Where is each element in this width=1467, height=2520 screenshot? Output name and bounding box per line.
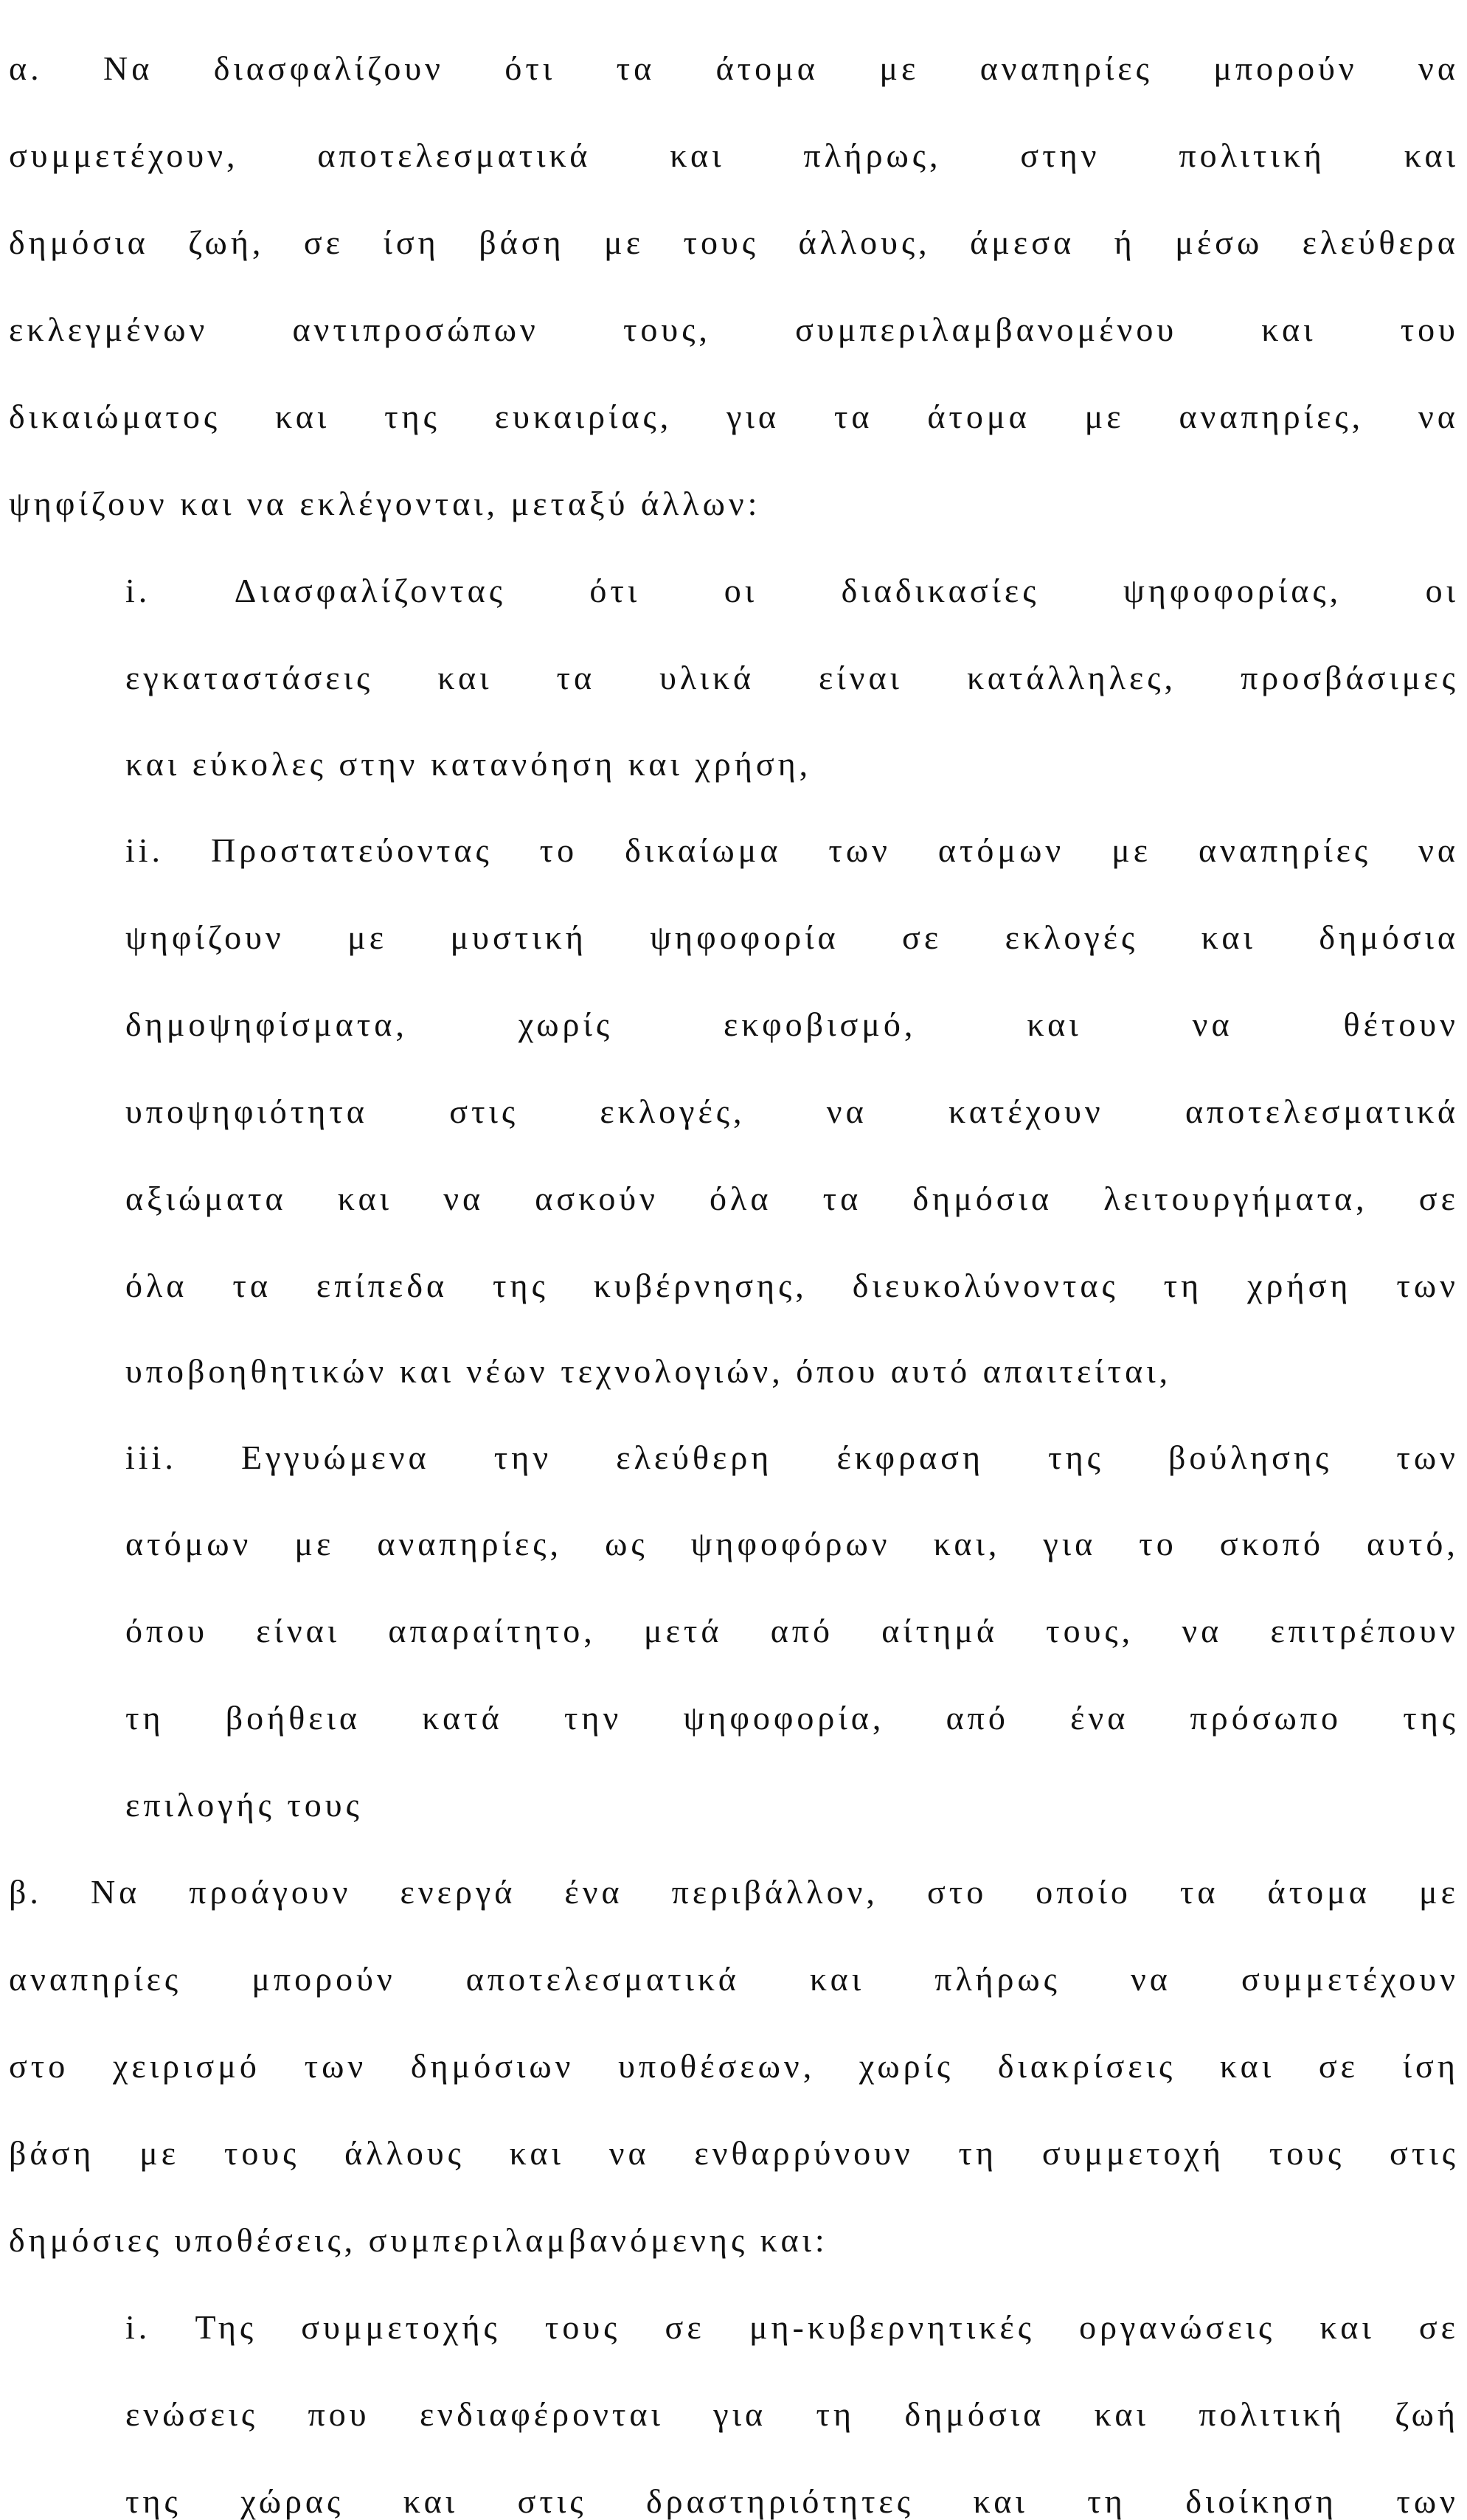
word: αξιώματα [125,1180,287,1217]
word: δημοψηφίσματα, [125,1005,408,1043]
word: τα [833,398,873,435]
word: τους [683,224,759,261]
word: ψηφοφόρων [690,1525,891,1562]
word: με [347,918,388,956]
word: εκλογές [1005,918,1139,956]
word: που [308,2395,370,2433]
word: δημόσια [912,1180,1053,1217]
word: πολιτική [1199,2395,1345,2433]
word: τα [556,659,596,696]
word: μέσω [1175,224,1263,261]
word: σκοπό [1219,1525,1324,1562]
word: ενεργά [400,1873,516,1911]
word: άτομα [715,49,819,87]
word: ίση [383,224,440,261]
word: σε [1418,2308,1459,2346]
word: ελεύθερα [1302,224,1459,261]
word: με [139,2134,180,2172]
text-line [125,1182,1459,1216]
word: ευκαιρίας, [494,398,673,435]
word: δημόσια [1319,918,1459,956]
word: όπου [125,1612,208,1650]
text-line [9,136,1459,174]
word: ζωή, [188,224,265,261]
word: μη-κυβερνητικές [749,2308,1035,2346]
word: τη [1087,2482,1126,2520]
word: ζωή [1395,2395,1459,2433]
text-line [125,1614,1459,1648]
word: και [437,659,493,696]
word: υλικά [659,659,755,696]
word: λειτουργήματα, [1103,1180,1368,1217]
text-line [125,2310,1459,2344]
word: τη [1163,1267,1203,1304]
word: αυτό, [1367,1525,1459,1562]
text-line [9,1962,1459,1996]
word: στο [926,1873,988,1911]
word: σε [1318,2047,1359,2085]
text-line [125,574,1459,608]
word: το [539,831,578,869]
word: με [1111,831,1152,869]
word: συμπεριλαμβανομένου [795,311,1178,348]
word: οργανώσεις [1079,2308,1276,2346]
word: βάση [479,224,565,261]
word: ίση [1402,2047,1459,2085]
word: ψηφοφορίας, [1123,572,1342,609]
word: των [828,831,891,869]
word: χωρίς [518,1005,614,1043]
word: προάγουν [189,1873,352,1911]
word: και [1261,311,1317,348]
text-line-last: υποβοηθητικών και νέων τεχνολογιών, όπου αυτό απαιτείται, [125,1352,1172,1390]
word: είναι [256,1612,341,1650]
word: τους [544,2308,621,2346]
word: περιβάλλον, [671,1873,878,1911]
word: και [403,2482,459,2520]
text-line [9,313,1459,347]
word: να [1418,398,1459,435]
word: iii. [125,1439,177,1476]
word: μπορούν [1213,49,1358,87]
word: χωρίς [859,2047,954,2085]
word: υποψηφιότητα [125,1093,368,1130]
word: αντιπροσώπων [292,311,539,348]
word: πλήρως, [803,136,942,174]
word: Εγγυώμενα [240,1439,430,1476]
text-line [125,918,1459,956]
word: να [1418,49,1459,87]
word: να [1182,1612,1223,1650]
word: συμμετέχουν [1241,1960,1459,1998]
word: ατόμων [125,1525,252,1562]
word: τους [1269,2134,1345,2172]
word: της [493,1267,549,1304]
text-line-last: ψηφίζουν και να εκλέγονται, μεταξύ άλλων: [9,485,761,522]
text-line [125,1527,1459,1561]
word: δημόσιων [410,2047,575,2085]
word: Να [90,1873,141,1911]
word: της [1403,1699,1459,1737]
word: τα [232,1267,271,1304]
word: ως [605,1525,648,1562]
word: οποίο [1036,1873,1131,1911]
word: για [713,2395,767,2433]
word: και [1319,2308,1375,2346]
word: επίπεδα [316,1267,448,1304]
text-line [125,1005,1459,1043]
word: i. [125,2308,151,2346]
word: και [973,2482,1028,2520]
word: άτομα [1267,1873,1370,1911]
word: ψηφοφορία [650,918,839,956]
word: των [1396,1267,1459,1304]
word: βάση [9,2134,95,2172]
word: συμμετέχουν, [9,136,239,174]
word: να [1418,831,1459,869]
word: στο [9,2047,69,2085]
text-line [125,1701,1459,1735]
word: άτομα [927,398,1030,435]
word: βοήθεια [225,1699,361,1737]
word: να [608,2134,650,2172]
text-line [9,1875,1459,1909]
word: σε [303,224,344,261]
word: προσβάσιμες [1241,659,1459,696]
word: άλλους [344,2134,465,2172]
word: ψηφίζουν [125,918,285,956]
word: πλήρως [934,1960,1061,1998]
word: ένα [564,1873,623,1911]
word: στην [1020,136,1100,174]
word: από [770,1612,834,1650]
word: Προστατεύοντας [210,831,493,869]
word: συμμετοχής [301,2308,501,2346]
word: Της [195,2308,257,2346]
word: χρήση [1247,1267,1352,1304]
text-line [9,400,1459,434]
word: κυβέρνησης, [593,1267,808,1304]
word: εκλεγμένων [9,311,209,348]
word: βούλησης [1168,1439,1333,1476]
word: τα [822,1180,862,1217]
word: δημόσια [904,2395,1045,2433]
text-line-last: δημόσιες υποθέσεις, συμπεριλαμβανόμενης και: [9,2221,828,2259]
word: της [125,2482,181,2520]
word: ή [1114,224,1136,261]
word: και [337,1180,393,1217]
word: διευκολύνοντας [852,1267,1119,1304]
word: από [946,1699,1009,1737]
word: και, [933,1525,1001,1562]
word: του [1400,311,1459,348]
word: τη [816,2395,856,2433]
word: και [1201,918,1256,956]
word: σε [665,2308,705,2346]
word: να [1192,1005,1233,1043]
word: τη [125,1699,164,1737]
word: αποτελεσματικά [317,136,592,174]
text-line [9,49,1459,87]
word: έκφραση [836,1439,985,1476]
word: μετά [643,1612,723,1650]
word: άλλους, [798,224,931,261]
word: με [1418,1873,1459,1911]
word: σε [902,918,943,956]
word: για [1043,1525,1097,1562]
word: αναπηρίες, [377,1525,563,1562]
word: τους [223,2134,300,2172]
word: διακρίσεις [997,2047,1176,2085]
word: με [294,1525,335,1562]
word: οι [724,572,758,609]
word: τους, [622,311,711,348]
word: την [563,1699,622,1737]
word: ατόμων [937,831,1065,869]
word: χειρισμό [112,2047,260,2085]
word: αναπηρίες [9,1960,182,1998]
word: τους, [1046,1612,1134,1650]
text-line [125,1095,1459,1129]
word: τα [616,49,656,87]
text-line [125,831,1459,869]
word: και [509,2134,564,2172]
word: δημόσια [9,224,149,261]
text-line [125,661,1459,695]
word: των [1396,2482,1459,2520]
word: με [1084,398,1125,435]
word: αναπηρίες, [1179,398,1364,435]
word: στις [1390,2134,1459,2172]
word: διοίκηση [1185,2482,1337,2520]
word: για [726,398,780,435]
word: β. [9,1873,42,1911]
word: αίτημά [881,1612,998,1650]
word: και [1094,2395,1149,2433]
word: Να [103,49,153,87]
word: δραστηριότητες [646,2482,914,2520]
word: ενδιαφέρονται [419,2395,664,2433]
word: ότι [504,49,556,87]
word: διαδικασίες [841,572,1040,609]
word: στις [517,2482,587,2520]
word: α. [9,49,43,87]
text-line [9,226,1459,260]
word: στις [449,1093,519,1130]
word: ένα [1070,1699,1129,1737]
word: υποθέσεων, [618,2047,816,2085]
text-line [9,2049,1459,2083]
word: και [670,136,725,174]
word: κατέχουν [948,1093,1104,1130]
word: να [826,1093,867,1130]
word: τα [1179,1873,1219,1911]
word: και [1404,136,1459,174]
word: Διασφαλίζοντας [234,572,506,609]
word: όλα [125,1267,188,1304]
word: i. [125,572,151,609]
word: ii. [125,831,164,869]
word: πολιτική [1179,136,1325,174]
word: πρόσωπο [1190,1699,1342,1737]
word: ελεύθερη [616,1439,773,1476]
word: κατά [422,1699,503,1737]
word: άμεσα [970,224,1075,261]
word: των [1396,1439,1459,1476]
word: και [274,398,330,435]
text-line [125,2395,1459,2433]
word: δικαίωμα [625,831,782,869]
word: ασκούν [535,1180,659,1217]
word: μυστική [450,918,587,956]
text-line-last: και εύκολες στην κατανόηση και χρήση, [125,745,812,783]
word: να [443,1180,485,1217]
word: αναπηρίες [1198,831,1372,869]
word: εκφοβισμό, [724,1005,917,1043]
word: όλα [710,1180,772,1217]
word: απαραίτητο, [388,1612,596,1650]
word: με [604,224,645,261]
word: επιτρέπουν [1270,1612,1459,1650]
word: εγκαταστάσεις [125,659,374,696]
word: της [384,398,440,435]
word: οι [1425,572,1459,609]
word: θέτουν [1343,1005,1459,1043]
word: διασφαλίζουν [213,49,444,87]
word: των [304,2047,367,2085]
word: μπορούν [252,1960,396,1998]
word: είναι [818,659,903,696]
word: το [1139,1525,1177,1562]
word: την [493,1439,552,1476]
word: τη [958,2134,998,2172]
word: και [1219,2047,1275,2085]
word: αναπηρίες [979,49,1153,87]
word: δικαιώματος [9,398,221,435]
word: ότι [589,572,641,609]
word: αποτελεσματικά [1185,1093,1459,1130]
text-line-last: επιλογής τους [125,1786,363,1824]
text-line [125,1269,1459,1303]
word: της [1048,1439,1104,1476]
word: με [879,49,920,87]
word: ψηφοφορία, [683,1699,885,1737]
text-line [9,2136,1459,2170]
word: κατάλληλες, [966,659,1177,696]
word: να [1131,1960,1171,1998]
word: και [1027,1005,1082,1043]
word: ενθαρρύνουν [694,2134,914,2172]
text-line [125,2482,1459,2520]
word: χώρας [240,2482,344,2520]
text-line [125,1441,1459,1475]
word: εκλογές, [600,1093,746,1130]
word: συμμετοχή [1041,2134,1224,2172]
word: και [809,1960,865,1998]
word: ενώσεις [125,2395,259,2433]
word: σε [1418,1180,1459,1217]
word: αποτελεσματικά [465,1960,740,1998]
